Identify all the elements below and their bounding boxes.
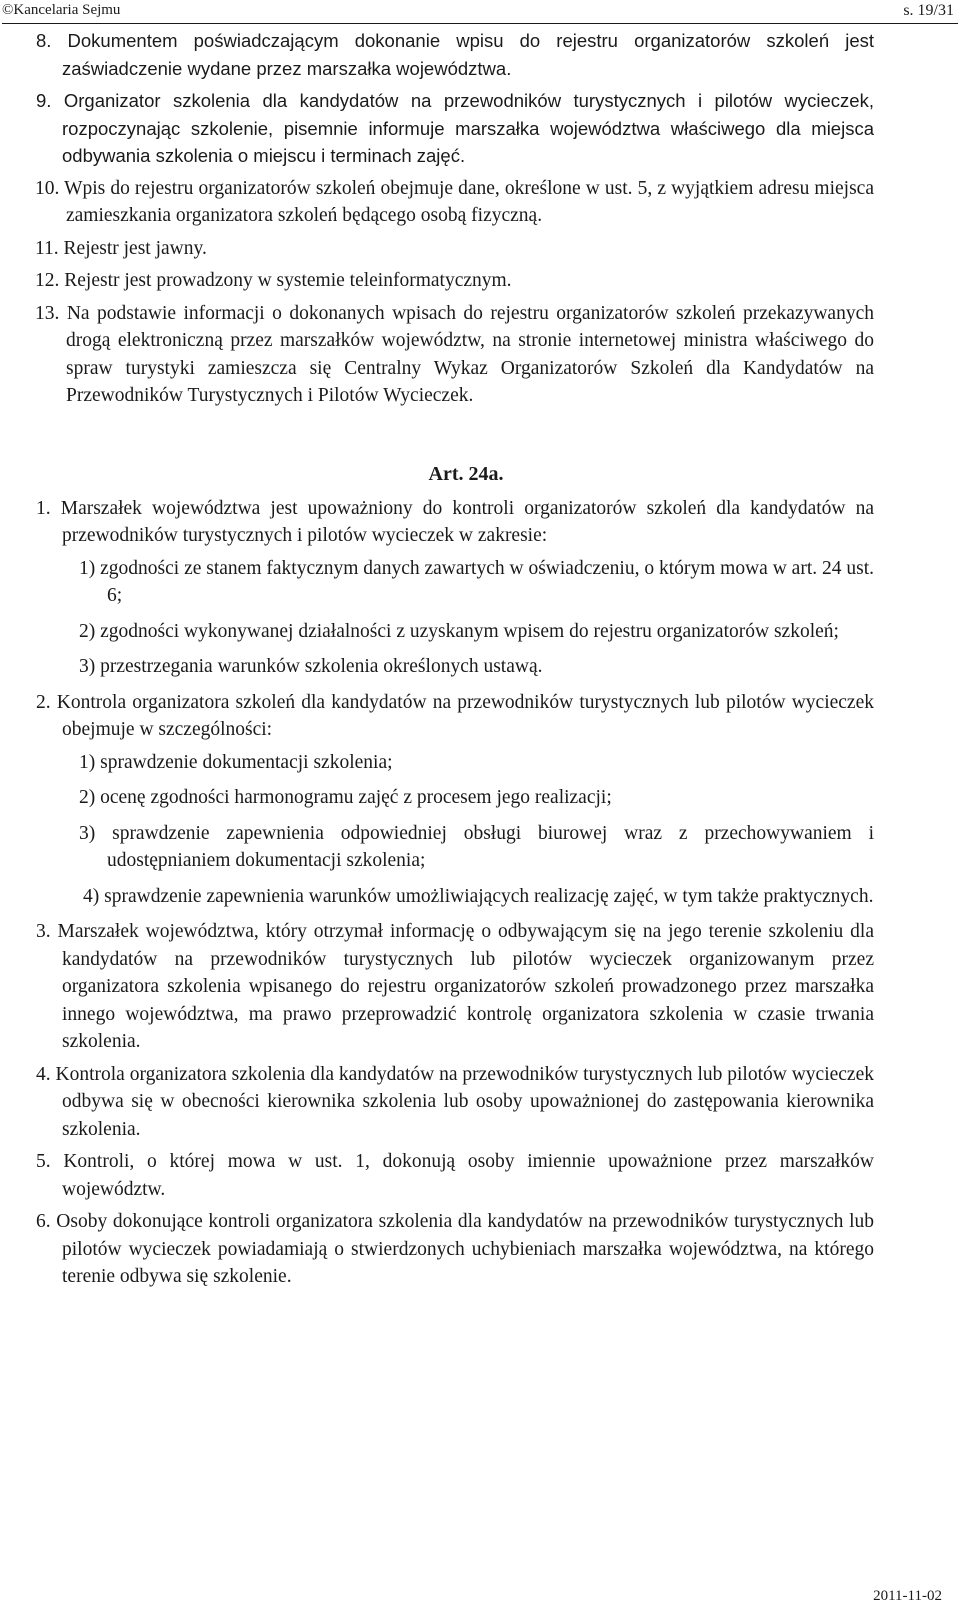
paragraph-9: 9. Organizator szkolenia dla kandydatów na przewodników turystycznych i pilotów wycieczek, rozpoczynając szkolenie, pisemnie informuje marszałka województwa właściwego dla miejsca odbywania szkolenia o miejscu i terminach zajęć. [36, 90, 874, 166]
article-paragraph-5: 5. Kontroli, o której mowa w ust. 1, dokonują osoby imiennie upoważnione przez marszałków województw. [36, 1151, 874, 1200]
list-item: 2) zgodności wykonywanej działalności z uzyskanym wpisem do rejestru organizatorów szkoleń; [79, 620, 839, 642]
list-item: 3) sprawdzenie zapewnienia odpowiedniej obsługi biurowej wraz z przechowywaniem i udostępnianiem dokumentacji szkolenia; [79, 822, 874, 871]
article-title: Art. 24a. [428, 462, 504, 485]
paragraph-11: 11. Rejestr jest jawny. [35, 237, 207, 259]
list-item: 4) sprawdzenie zapewnienia warunków umożliwiających realizację zajęć, w tym także praktycznych. [83, 885, 874, 907]
article-paragraph-1: 1. Marszałek województwa jest upoważniony do kontroli organizatorów szkoleń dla kandydatów na przewodników turystycznych i pilotów wycieczek w zakresie: [36, 497, 874, 546]
header-rule [2, 23, 958, 24]
document-body [16, 27, 874, 1296]
list-item: 2) ocenę zgodności harmonogramu zajęć z procesem jego realizacji; [79, 787, 612, 808]
list-item: 1) zgodności ze stanem faktycznym danych zawartych w oświadczeniu, o którym mowa w art. 24 ust. 6; [79, 557, 874, 606]
paragraph-10: 10. Wpis do rejestru organizatorów szkoleń obejmuje dane, określone w ust. 5, z wyjątkiem adresu miejsca zamieszkania organizatora szkoleń będącego osobą fizyczną. [35, 177, 874, 226]
article-paragraph-2: 2. Kontrola organizatora szkoleń dla kandydatów na przewodników turystycznych lub pilotów wycieczek obejmuje w szczególności: [36, 691, 874, 740]
paragraph-13: 13. Na podstawie informacji o dokonanych wpisach do rejestru organizatorów szkoleń przekazywanych drogą elektroniczną przez marszałków województw, na stronie internetowej ministra właściwego do spraw turystyki zamieszcza się Centralny Wykaz Organizatorów Szkoleń dla Kandydatów na Przewodników Turystycznych i Pilotów Wycieczek. [35, 302, 874, 406]
list-item: 3) przestrzegania warunków szkolenia określonych ustawą. [79, 656, 543, 677]
copyright-label: ©Kancelaria Sejmu [2, 2, 121, 18]
list-item: 1) sprawdzenie dokumentacji szkolenia; [79, 751, 393, 773]
page-number: s. 19/31 [903, 2, 954, 19]
paragraph-8: 8. Dokumentem poświadczającym dokonanie wpisu do rejestru organizatorów szkoleń jest zaświadczenie wydane przez marszałka województwa. [36, 30, 874, 79]
article-paragraph-6: 6. Osoby dokonujące kontroli organizatora szkolenia dla kandydatów na przewodników turystycznych lub pilotów wycieczek powiadamiają o stwierdzonych uchybieniach marszałka województwa, na którego terenie odbywa się szkolenie. [36, 1211, 874, 1287]
page-header [2, 0, 958, 26]
paragraph-12: 12. Rejestr jest prowadzony w systemie teleinformatycznym. [35, 270, 512, 291]
article-paragraph-4: 4. Kontrola organizatora szkolenia dla kandydatów na przewodników turystycznych lub pilotów wycieczek odbywa się w obecności kierownika szkolenia lub osoby upoważnionej do zastępowania kierownika szkolenia. [36, 1063, 874, 1140]
article-paragraph-3: 3. Marszałek województwa, który otrzymał informację o odbywającym się na jego terenie szkoleniu dla kandydatów na przewodników turystycznych lub pilotów wycieczek organizowanym przez organizatora szkolenia wpisanego do rejestru organizatorów szkoleń prowadzonego przez marszałka innego województwa, ma prawo przeprowadzić kontrolę organizatora szkolenia w czasie trwania szkolenia. [36, 921, 874, 1052]
footer-date: 2011-11-02 [873, 1588, 942, 1604]
